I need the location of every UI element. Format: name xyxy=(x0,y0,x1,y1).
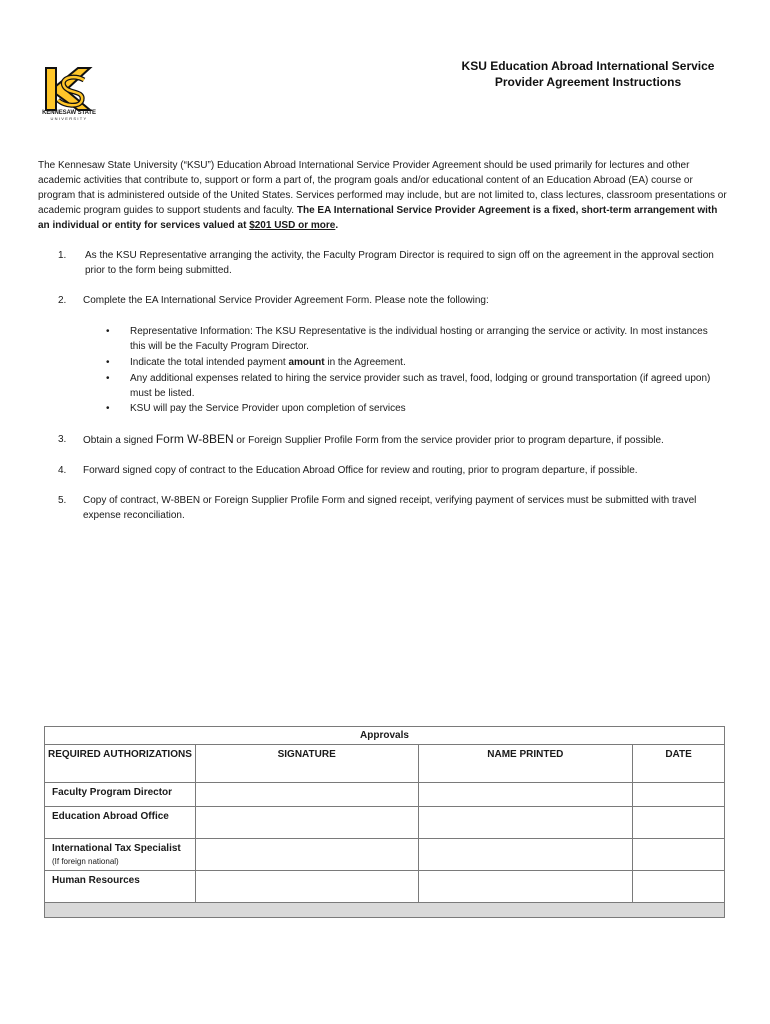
intro-paragraph xyxy=(38,158,730,233)
step-text: As the KSU Representative arranging the activity, the Faculty Program Director is required to sign off on the agreement in the approval section prior to the form being submitted. xyxy=(85,250,714,276)
signature-field[interactable] xyxy=(195,807,418,839)
document-title xyxy=(418,58,758,90)
bullet-icon: • xyxy=(106,357,110,368)
row-label-faculty-program-director: Faculty Program Director xyxy=(45,783,196,807)
step-text: Copy of contract, W-8BEN or Foreign Supplier Profile Form and signed receipt, verifying payment of services must be submitted with travel expense reconciliation. xyxy=(83,495,697,521)
bullet-pre: Indicate the total intended payment xyxy=(130,357,286,368)
name-printed-field[interactable] xyxy=(418,807,633,839)
bullet-text: KSU will pay the Service Provider upon completion of services xyxy=(130,403,406,414)
step-text: Forward signed copy of contract to the Education Abroad Office for review and routing, prior to program departure, if possible. xyxy=(83,465,638,476)
bullet-icon: • xyxy=(106,373,110,384)
header-required-authorizations: REQUIRED AUTHORIZATIONS xyxy=(45,745,196,783)
logo-name-line: KENNESAW STATE xyxy=(42,110,96,116)
step-form-name: Form W-8BEN xyxy=(155,432,234,446)
bullet-text xyxy=(130,355,726,370)
step-number: 3. xyxy=(58,434,67,445)
title-line-1: KSU Education Abroad International Service xyxy=(461,59,715,73)
date-field[interactable] xyxy=(633,783,725,807)
approvals-table xyxy=(44,726,725,918)
step-number: 1. xyxy=(58,250,67,261)
bullet-text: Any additional expenses related to hiring the service provider such as travel, food, lodging or ground transportation (if agreed upon) must be listed. xyxy=(130,373,711,399)
bullet-icon: • xyxy=(106,403,110,414)
row-label-international-tax-specialist xyxy=(45,839,196,871)
bullet-text: Representative Information: The KSU Representative is the individual hosting or arranging the service or activity. In most instances this will be the Faculty Program Director. xyxy=(130,326,708,352)
row-label-note: (If foreign national) xyxy=(52,857,119,866)
header-signature: SIGNATURE xyxy=(195,745,418,783)
signature-field[interactable] xyxy=(195,839,418,871)
name-printed-field[interactable] xyxy=(418,871,633,903)
header-date: DATE xyxy=(633,745,725,783)
bullet-bold: amount xyxy=(288,357,325,368)
row-label-education-abroad-office: Education Abroad Office xyxy=(45,807,196,839)
header-name-printed: NAME PRINTED xyxy=(418,745,633,783)
bullet-icon: • xyxy=(106,326,110,337)
step-pre: Obtain a signed xyxy=(83,435,154,446)
row-label-text: International Tax Specialist xyxy=(52,843,181,854)
step-text: Complete the EA International Service Provider Agreement Form. Please note the following: xyxy=(83,295,489,306)
step-number: 2. xyxy=(58,295,67,306)
table-footer-bar xyxy=(45,903,725,918)
date-field[interactable] xyxy=(633,871,725,903)
intro-text: The Kennesaw State University (“KSU”) Education Abroad International Service Provider Agreement should be used primarily for lectures and other academic activities that contribute to, support or form a part of, the program goals and/or educational content of an Education Abroad (EA) course or program that is administered outside of the United States. Services performed may include, but are not limited to, class lectures, classroom presentations or academic program guides to support students and faculty. xyxy=(38,160,727,216)
step-number: 4. xyxy=(58,465,67,476)
bullet-post: in the Agreement. xyxy=(327,357,406,368)
intro-amount: $201 USD or more xyxy=(249,220,336,231)
intro-bold-end: . xyxy=(335,220,339,231)
signature-field[interactable] xyxy=(195,783,418,807)
row-label-human-resources: Human Resources xyxy=(45,871,196,903)
step-number: 5. xyxy=(58,495,67,506)
title-line-2: Provider Agreement Instructions xyxy=(494,75,682,89)
step-text xyxy=(83,432,730,448)
intro-bold-prefix: The EA International Service Provider Agreement is a fixed, short-term arrangement with an individual or entity for services valued at xyxy=(38,205,718,231)
logo-sub-line: UNIVERSITY xyxy=(50,116,88,121)
name-printed-field[interactable] xyxy=(418,783,633,807)
name-printed-field[interactable] xyxy=(418,839,633,871)
approvals-title: Approvals xyxy=(45,727,725,745)
step-post: or Foreign Supplier Profile Form from the service provider prior to program departure, if possible. xyxy=(236,435,664,446)
signature-field[interactable] xyxy=(195,871,418,903)
date-field[interactable] xyxy=(633,839,725,871)
date-field[interactable] xyxy=(633,807,725,839)
